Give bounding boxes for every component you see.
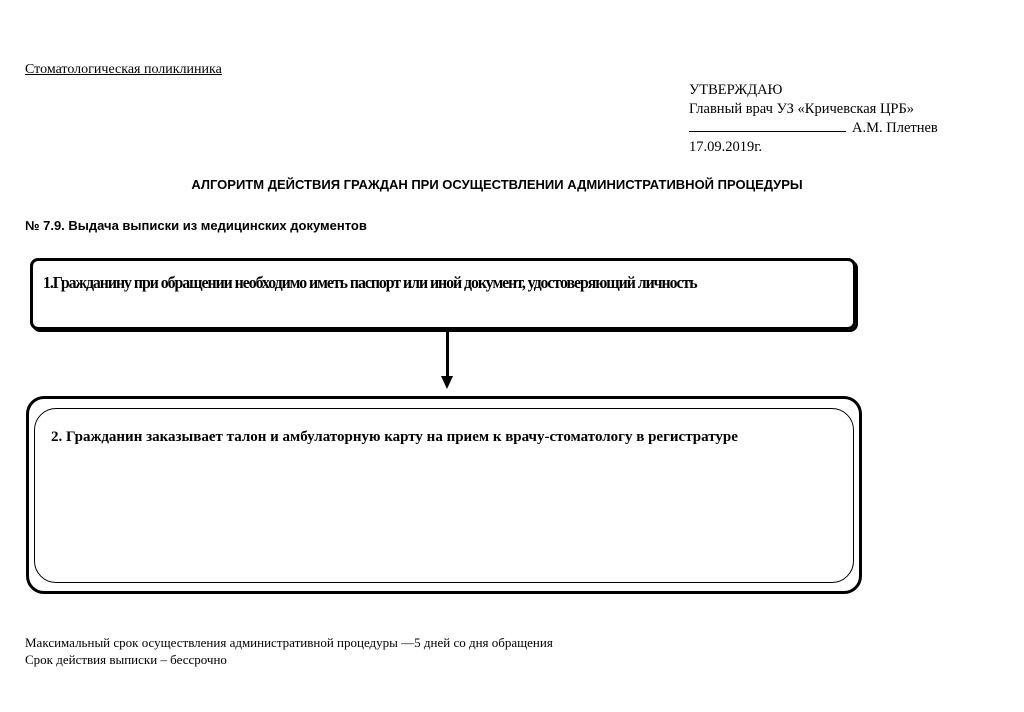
step-2-box xyxy=(34,408,854,583)
footer-notes xyxy=(25,634,553,668)
flow-arrow-line xyxy=(446,332,449,380)
signature-row xyxy=(689,118,938,138)
step-2-text: 2. Гражданин заказывает талон и амбулаторную карту на прием к врачу-стоматологу в регистратуре xyxy=(51,429,738,445)
step-1-box xyxy=(30,258,856,330)
signature-line xyxy=(689,118,846,132)
step-1-text: 1.Гражданину при обращении необходимо иметь паспорт или иной документ, удостоверяющий личность xyxy=(43,273,697,292)
max-term-note: Максимальный срок осуществления административной процедуры —5 дней со дня обращения xyxy=(25,635,553,650)
procedure-title: № 7.9. Выдача выписки из медицинских документов xyxy=(25,218,367,233)
clinic-name: Стоматологическая поликлиника xyxy=(25,62,222,77)
flow-arrow-down-icon xyxy=(441,376,453,389)
approval-date: 17.09.2019г. xyxy=(689,138,763,155)
approver-position: Главный врач УЗ «Кричевская ЦРБ» xyxy=(689,100,915,117)
approval-block xyxy=(689,81,938,156)
signatory-name: А.М. Плетнев xyxy=(852,120,938,136)
document-title: АЛГОРИТМ ДЕЙСТВИЯ ГРАЖДАН ПРИ ОСУЩЕСТВЛЕНИИ АДМИНИСТРАТИВНОЙ ПРОЦЕДУРЫ xyxy=(191,177,803,192)
validity-note: Срок действия выписки – бессрочно xyxy=(25,652,227,667)
approve-label: УТВЕРЖДАЮ xyxy=(689,82,783,98)
